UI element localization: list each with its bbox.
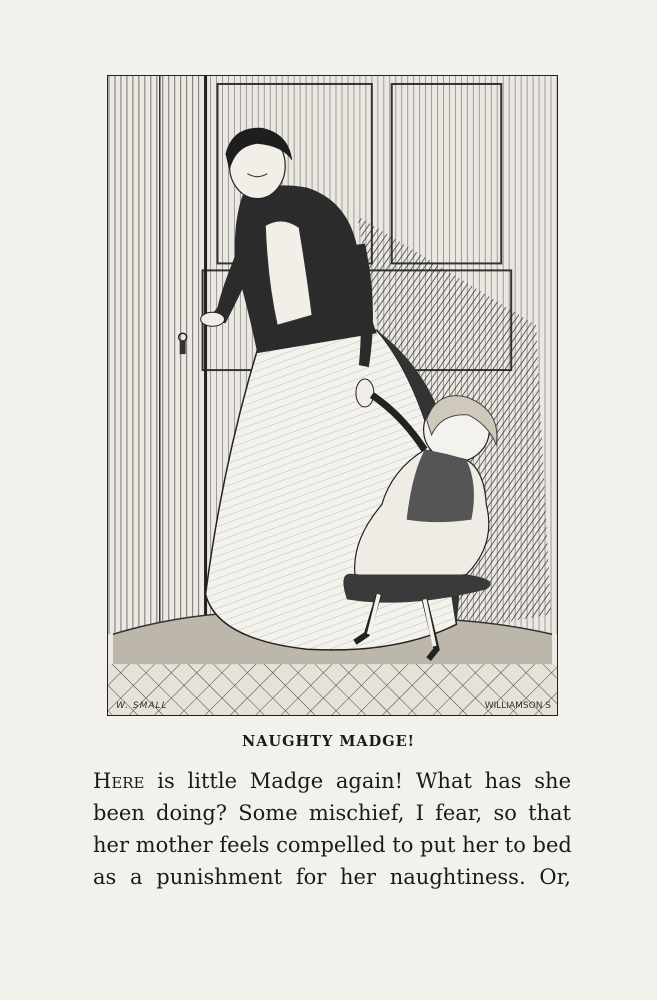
engraving-drawing xyxy=(108,76,557,715)
text-line-2: been doing? Some mischief, I fear, so that xyxy=(93,801,571,825)
engraver-signature: WILLIAMSON S xyxy=(484,701,551,711)
illustration-caption: NAUGHTY MADGE! xyxy=(241,733,416,750)
line1-rest: is little Madge again! What has she xyxy=(144,769,571,793)
lead-word: Here xyxy=(93,769,145,793)
text-line-1 xyxy=(93,765,571,797)
artist-signature: W. SMALL xyxy=(116,701,168,711)
text-line-4: as a punishment for her naughtiness. Or, xyxy=(93,865,571,889)
text-line-3: her mother feels compelled to put her to bed xyxy=(93,833,572,857)
engraving-illustration xyxy=(107,75,558,716)
body-paragraph xyxy=(93,765,571,893)
